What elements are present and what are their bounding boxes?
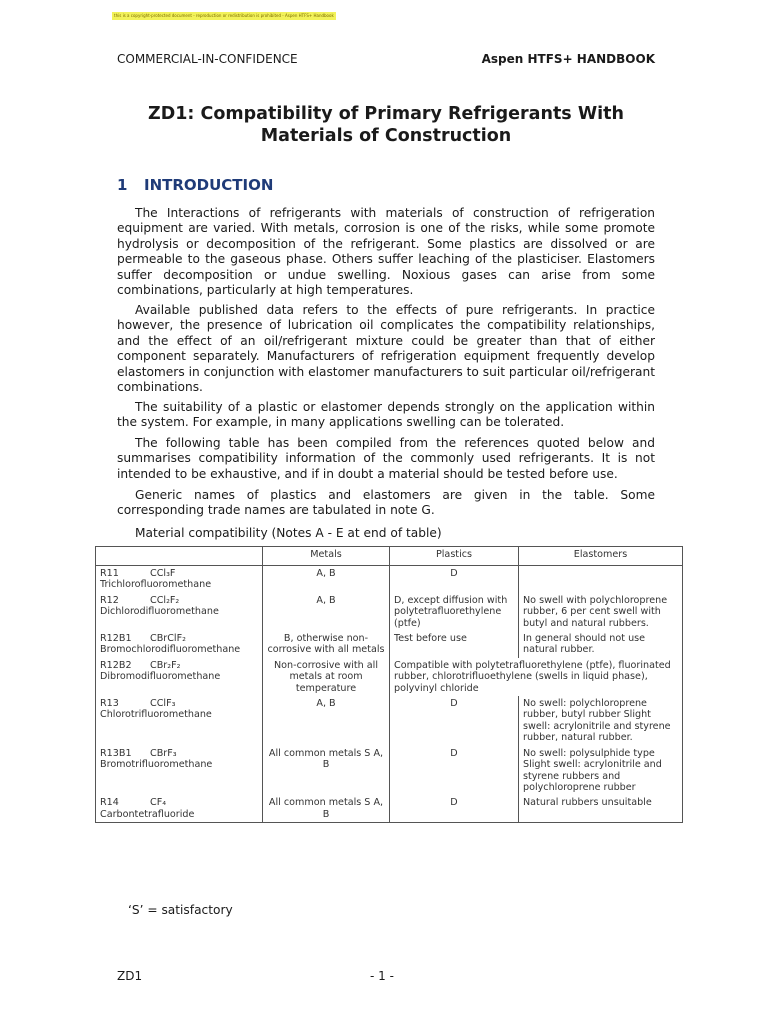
refrigerant-cell: R12B2 CBr₂F₂ Dibromodifluoromethane	[96, 658, 263, 696]
refrigerant-cell: R11 CCl₃F Trichlorofluoromethane	[96, 566, 263, 593]
elastomers-cell: No swell: polychloroprene rubber, butyl rubber Slight swell: acrylonitrile and styrene rubber, natural rubber.	[519, 696, 683, 746]
document-title	[100, 103, 672, 147]
elastomers-cell: No swell: polysulphide type Slight swell: acrylonitrile and styrene rubbers and polychloroprene rubber	[519, 746, 683, 796]
section-title: INTRODUCTION	[144, 176, 274, 194]
table-row	[96, 658, 683, 696]
table-row	[96, 746, 683, 796]
table-row	[96, 566, 683, 593]
table-row	[96, 795, 683, 822]
refrigerant-cell: R12 CCl₂F₂ Dichlorodifluoromethane	[96, 593, 263, 631]
plastics-cell: D	[390, 566, 519, 593]
plastics-elastomers-cell: Compatible with polytetrafluorethylene (ptfe), fluorinated rubber, chlorotrifluoethylene (swells in liquid phase), polyvinyl chloride	[390, 658, 683, 696]
plastics-cell: D	[390, 746, 519, 796]
paragraph-3: The suitability of a plastic or elastomer depends strongly on the application within the system. For example, in many applications swelling can be tolerated.	[117, 400, 655, 430]
elastomers-cell: No swell with polychloroprene rubber, 6 per cent swell with butyl and natural rubbers.	[519, 593, 683, 631]
refrigerant-cell: R12B1 CBrClF₂ Bromochlorodifluoromethane	[96, 631, 263, 658]
refrigerant-cell: R13B1 CBrF₃ Bromotrifluoromethane	[96, 746, 263, 796]
table-row	[96, 696, 683, 746]
header-handbook-title: Aspen HTFS+ HANDBOOK	[481, 52, 655, 66]
plastics-cell: D	[390, 795, 519, 822]
refrigerant-cell: R13 CClF₃ Chlorotrifluoromethane	[96, 696, 263, 746]
table-caption: Material compatibility (Notes A - E at end of table)	[135, 526, 442, 540]
plastics-cell: Test before use	[390, 631, 519, 658]
elastomers-cell: Natural rubbers unsuitable	[519, 795, 683, 822]
metals-cell: B, otherwise non-corrosive with all metals	[263, 631, 390, 658]
plastics-cell: D	[390, 696, 519, 746]
table-footnote: ‘S’ = satisfactory	[128, 903, 233, 917]
header-refrigerant	[96, 547, 263, 566]
paragraph-2: Available published data refers to the effects of pure refrigerants. In practice however, the presence of lubrication oil complicates the compatibility relationships, and the effect of an oil/refrigerant mixture could be greater than that of either component separately. Manufacturers of refrigeration equipment frequently develop elastomers in conjunction with elastomer manufacturers to suit particular oil/refrigerant combinations.	[117, 303, 655, 395]
header-plastics: Plastics	[390, 547, 519, 566]
elastomers-cell: In general should not use natural rubber.	[519, 631, 683, 658]
table-row	[96, 631, 683, 658]
elastomers-cell	[519, 566, 683, 593]
metals-cell: A, B	[263, 593, 390, 631]
title-line-1: ZD1: Compatibility of Primary Refrigerants With	[148, 104, 624, 124]
metals-cell: All common metals S A, B	[263, 746, 390, 796]
paragraph-1: The Interactions of refrigerants with materials of construction of refrigeration equipment are varied. With metals, corrosion is one of the risks, while some promote hydrolysis or decomposition of the refrigerant. Some plastics are dissolved or are permeable to the gaseous phase. Others suffer leaching of the plasticiser. Elastomers suffer decomposition or undue swelling. Noxious gases can arise from some combinations, particularly at high temperatures.	[117, 206, 655, 298]
header-elastomers: Elastomers	[519, 547, 683, 566]
header-metals: Metals	[263, 547, 390, 566]
material-compatibility-table	[95, 546, 683, 823]
refrigerant-cell: R14 CF₄ Carbontetrafluoride	[96, 795, 263, 822]
metals-cell: Non-corrosive with all metals at room temperature	[263, 658, 390, 696]
header-confidentiality: COMMERCIAL-IN-CONFIDENCE	[117, 52, 298, 66]
metals-cell: A, B	[263, 566, 390, 593]
plastics-cell: D, except diffusion with polytetrafluorethylene (ptfe)	[390, 593, 519, 631]
title-line-2: Materials of Construction	[260, 126, 512, 146]
metals-cell: All common metals S A, B	[263, 795, 390, 822]
metals-cell: A, B	[263, 696, 390, 746]
paragraph-4: The following table has been compiled from the references quoted below and summarises compatibility information of the commonly used refrigerants. It is not intended to be exhaustive, and if in doubt a material should be tested before use.	[117, 436, 655, 481]
copyright-notice-banner: this is a copyright-protected document - reproduction or redistribution is prohibited - Aspen HTFS+ Handbook	[112, 12, 336, 20]
table-header-row	[96, 547, 683, 566]
section-heading	[117, 176, 273, 194]
footer-document-code: ZD1	[117, 969, 143, 983]
table-row	[96, 593, 683, 631]
section-number: 1	[117, 176, 128, 194]
paragraph-5: Generic names of plastics and elastomers are given in the table. Some corresponding trade names are tabulated in note G.	[117, 488, 655, 518]
footer-page-number: - 1 -	[370, 969, 394, 983]
